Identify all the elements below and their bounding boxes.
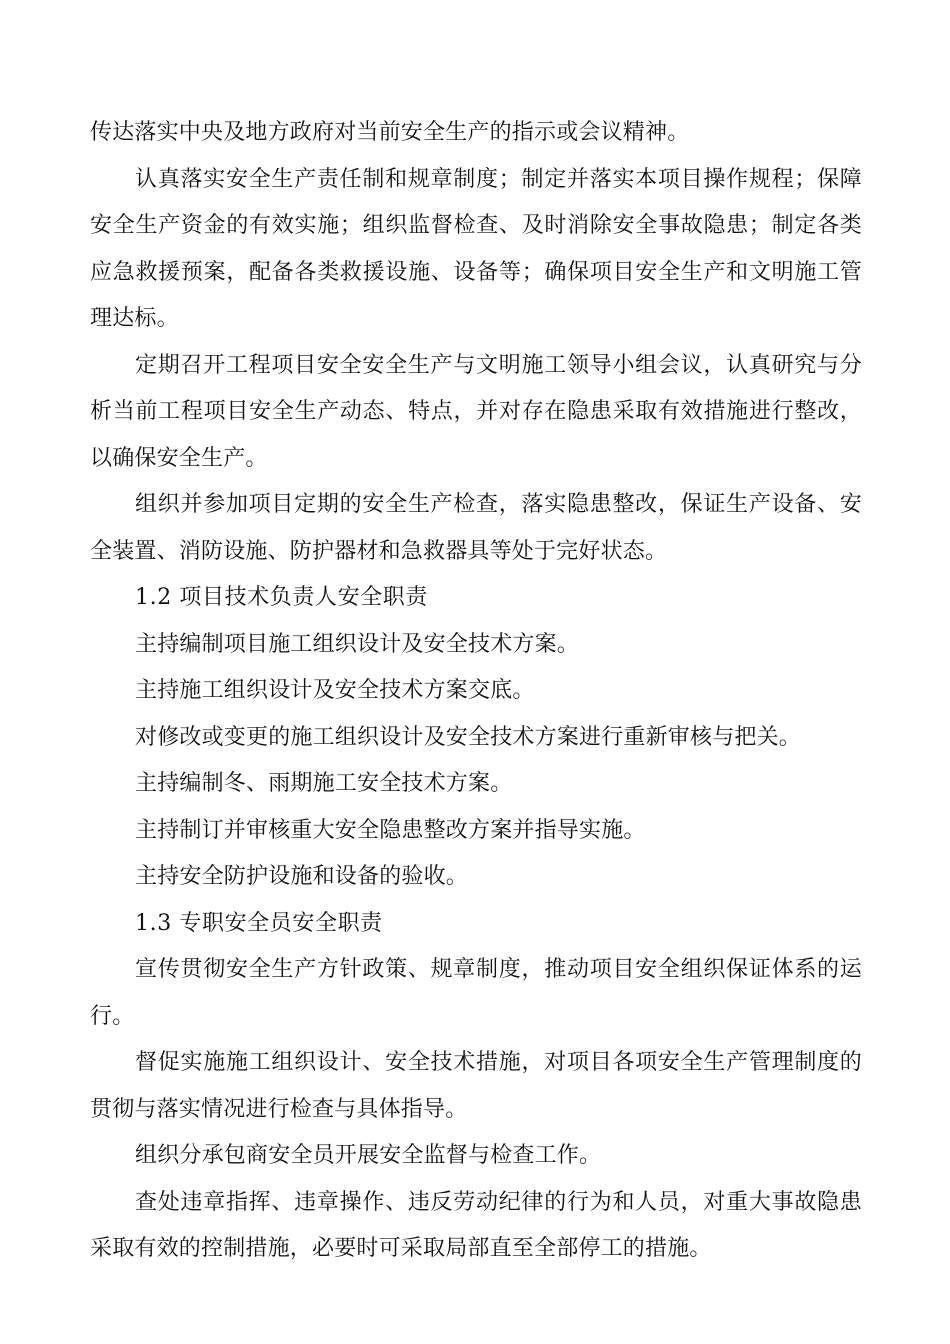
- paragraph: 主持编制冬、雨期施工安全技术方案。: [135, 771, 513, 796]
- paragraph: 主持施工组织设计及安全技术方案交底。: [135, 678, 535, 703]
- paragraph: 组织分承包商安全员开展安全监督与检查工作。: [135, 1143, 602, 1168]
- paragraph: 督促实施施工组织设计、安全技术措施，对项目各项安全生产管理制度的贯彻与落实情况进行检查与具体指导。: [90, 1050, 862, 1122]
- paragraph: 定期召开工程项目安全安全生产与文明施工领导小组会议，认真研究与分析当前工程项目安全生产动态、特点，并对存在隐患采取有效措施进行整改，以确保安全生产。: [90, 352, 862, 471]
- paragraph: 组织并参加项目定期的安全生产检查，落实隐患整改，保证生产设备、安全装置、消防设施、防护器材和急救器具等处于完好状态。: [90, 492, 862, 564]
- paragraph: 传达落实中央及地方政府对当前安全生产的指示或会议精神。: [90, 120, 690, 145]
- paragraph: 认真落实安全生产责任制和规章制度；制定并落实本项目操作规程；保障安全生产资金的有效实施；组织监督检查、及时消除安全事故隐患；制定各类应急救援预案，配备各类救援设施、设备等；确保项目安全生产和文明施工管理达标。: [90, 166, 862, 331]
- paragraph: 对修改或变更的施工组织设计及安全技术方案进行重新审核与把关。: [135, 724, 802, 750]
- section-heading-1-2: 1.2 项目技术负责人安全职责: [135, 585, 428, 610]
- document-body: [90, 110, 862, 1273]
- paragraph: 主持编制项目施工组织设计及安全技术方案。: [135, 631, 580, 657]
- paragraph: 主持制订并审核重大安全隐患整改方案并指导实施。: [135, 817, 646, 843]
- paragraph: 查处违章指挥、违章操作、违反劳动纪律的行为和人员，对重大事故隐患采取有效的控制措施，必要时可采取局部直至全部停工的措施。: [90, 1189, 862, 1261]
- paragraph: 宣传贯彻安全生产方针政策、规章制度，推动项目安全组织保证体系的运行。: [90, 957, 862, 1029]
- paragraph: 主持安全防护设施和设备的验收。: [135, 864, 469, 889]
- section-heading-1-3: 1.3 专职安全员安全职责: [135, 910, 383, 936]
